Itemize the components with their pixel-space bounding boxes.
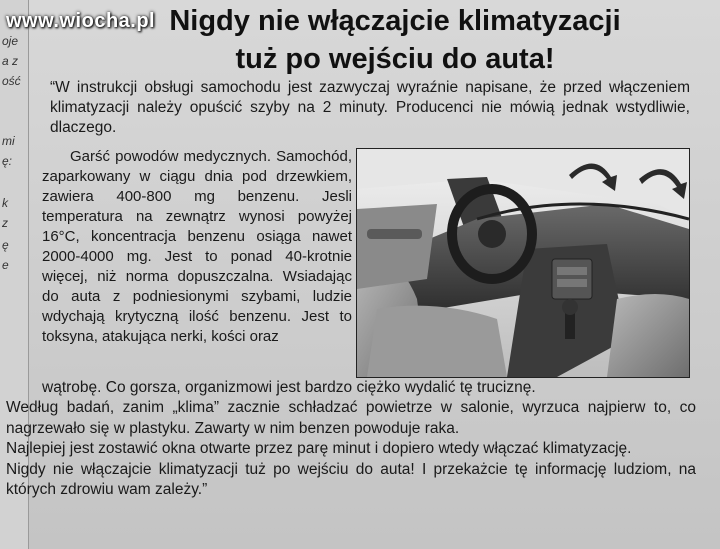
title-line-2: tuż po wejściu do auta! [235,43,555,75]
car-interior-illustration [357,149,689,377]
paragraph-closing: Nigdy nie włączajcie klimatyzacji tuż po wejściu do auta! I przekażcie tę informację ludziom, na których zdrowiu wam zależy.” [6,460,696,499]
side-fragment: e [2,258,9,272]
article-intro: “W instrukcji obsługi samochodu jest zazwyczaj wyraźnie napisane, że przed włączeniem klimatyzacji należy opuścić szyby na 2 minuty. Producenci nie mówią jednak wstydliwie, dlaczego. [50,79,690,136]
side-fragment: oje [2,34,19,48]
side-fragment: ę: [2,154,13,168]
side-fragment: mi [2,134,15,148]
side-fragment: z [2,216,8,230]
article-column-text [42,147,352,347]
column-paragraph: Garść powodów medycznych. Samochód, zaparkowany w ciągu dnia pod drzewkiem, zawiera 400-800 mg benzenu. Jesli temperatura na zewnątrz wynosi powyżej 16°C, koncentracja benzenu osiąga nawet 2000-4000 mg. Jest to ponad 40-krotnie więcej, niż norma dopuszczalna. Wsiadając do auta z podniesionymi szybami, ludzie wdychają krytyczną ilość benzenu. Jest to toksyna, atakująca nerki, kości oraz [42,148,352,345]
site-watermark: www.wiocha.pl [6,10,156,32]
car-interior-photo [356,148,690,378]
article-body-bottom [6,378,696,500]
side-fragment: k [2,196,8,210]
paragraph-continued: wątrobę. Co gorsza, organizmowi jest bardzo ciężko wydalić tę truciznę. [42,379,536,396]
paragraph-klima: Według badań, zanim „klima” zacznie schładzać powietrze w salonie, wyrzuca najpierw to, co nagrzewało się w plastyku. Zawarty w nim benzen powoduje raka. [6,399,696,437]
side-fragment: a z [2,54,19,68]
article-title [90,2,700,78]
side-fragment: ość [2,74,21,88]
paragraph-advice: Najlepiej jest zostawić okna otwarte przez parę minut i dopiero wtedy włączać klimatyzację. [6,440,632,458]
title-line-1: Nigdy nie włączajcie klimatyzacji [169,5,621,37]
side-fragment: ę [2,238,9,252]
